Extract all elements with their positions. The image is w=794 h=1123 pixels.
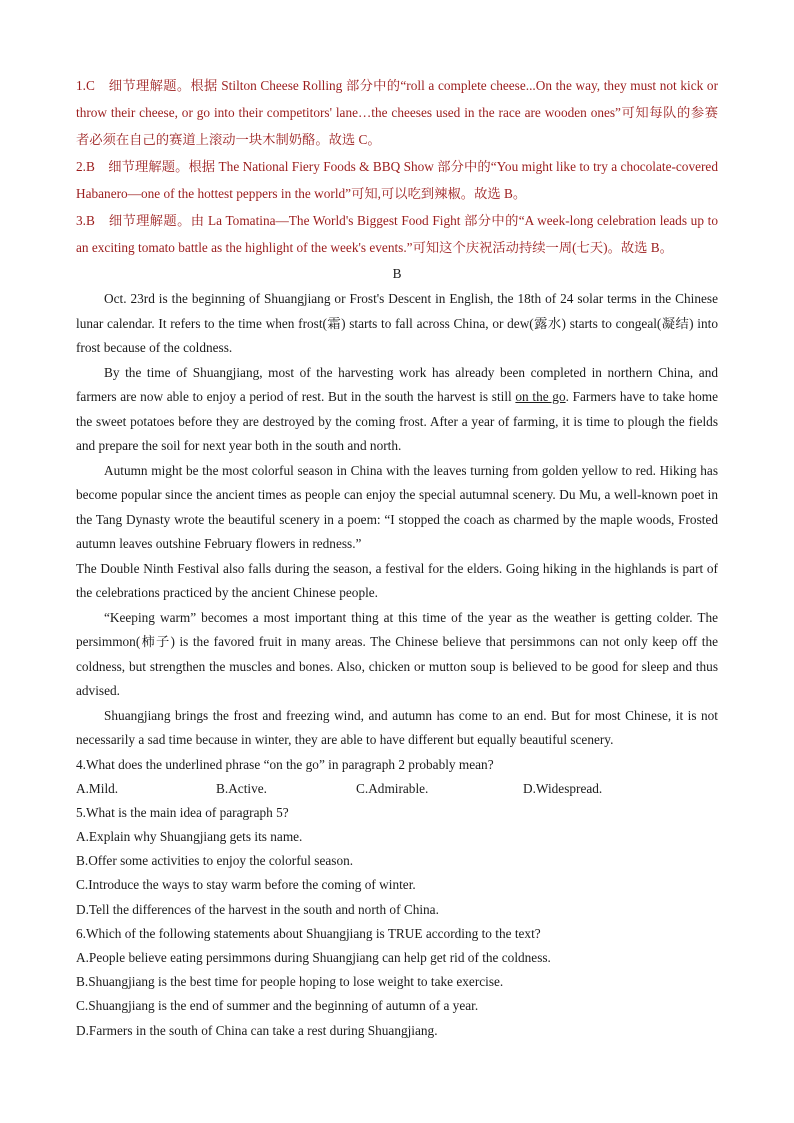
underlined-phrase: on the go [515,389,566,404]
option-a: A.Explain why Shuangjiang gets its name. [76,828,303,844]
question-4-options [76,777,718,801]
paragraph-2-text-end: . Farmers have to take home the sweet potatoes before they are destroyed by the coming frost. After a year of farming, it is time to plough the fields and prepare the soil for next year both in the south and north. [76,389,718,453]
option-c: C.Shuangjiang is the end of summer and the beginning of autumn of a year. [76,998,479,1014]
passage-paragraph-6: Shuangjiang brings the frost and freezing wind, and autumn has come to an end. But for most Chinese, it is not necessarily a sad time because in winter, they are able to have different but equally beautiful scenery. [76,707,718,747]
option-d: D.Farmers in the south of China can take a rest during Shuangjiang. [76,1022,438,1038]
passage-paragraph-2 [76,361,718,459]
option-c: C.Introduce the ways to stay warm before the coming of winter. [76,877,416,893]
answer-explanations [76,72,718,261]
option-d: D.Tell the differences of the harvest in the south and north of China. [76,901,439,917]
option-b: B.Active. [216,780,267,796]
option-a: A.People believe eating persimmons during Shuangjiang can help get rid of the coldness. [76,949,551,965]
passage-paragraph-4: The Double Ninth Festival also falls during the season, a festival for the elders. Going hiking in the highlands is part of the celebrations practiced by the ancient Chinese people. [76,560,718,600]
passage-paragraph-5: “Keeping warm” becomes a most important thing at this time of the year as the weather is getting colder. The persimmon(柿子) is the favored fruit in many areas. The Chinese believe that persimmons can not only keep off the coldness, but strengthen the muscles and bones. Also, chicken or mutton soup is believed to be good for sleep and thus advised. [76,609,718,698]
question-5 [76,801,718,922]
answer-3: 3.B 细节理解题。由 La Tomatina—The World's Biggest Food Fight 部分中的“A week-long celebration leads up to an exciting tomato battle as the highlight of the week's events.”可知这个庆祝活动持续一周(七天)。故选 B。 [76,213,718,255]
section-label: B [392,266,402,281]
question-6-stem: 6.Which of the following statements about Shuangjiang is TRUE according to the text? [76,925,541,941]
passage-paragraph-3: Autumn might be the most colorful season in China with the leaves turning from golden yellow to red. Hiking has become popular since the ancient times as people can enjoy the special autumnal scenery. Du Mu, a well-known poet in the Tang Dynasty wrote the beautiful scenery in a poem: “I stopped the coach as charmed by the maple woods, Frosted autumn leaves outshine February flowers in redness.” [76,462,718,551]
question-4 [76,753,718,801]
option-d: D.Widespread. [523,780,603,796]
option-a: A.Mild. [76,780,119,796]
question-6 [76,922,718,1043]
reading-passage [76,287,718,753]
option-b: B.Shuangjiang is the best time for people hoping to lose weight to take exercise. [76,974,504,990]
question-4-stem: 4.What does the underlined phrase “on the go” in paragraph 2 probably mean? [76,756,494,772]
paragraph-2-text-start: By the time of Shuangjiang, most of the harvesting work has already been completed in northern China, and farmers are now able to enjoy a period of rest. But in the south the harvest is still [76,364,718,404]
option-c: C.Admirable. [356,780,429,796]
answer-1: 1.C 细节理解题。根据 Stilton Cheese Rolling 部分中的“roll a complete cheese...On the way, they must not kick or throw their cheese, or go into their competitors' lane…the cheeses used in the race are wooden ones”可知每队的参赛者必须在自己的赛道上滚动一块木制奶酪。故选 C。 [76,78,718,147]
document-page [76,72,718,1043]
question-5-stem: 5.What is the main idea of paragraph 5? [76,804,289,820]
option-b: B.Offer some activities to enjoy the colorful season. [76,853,354,869]
passage-paragraph-1: Oct. 23rd is the beginning of Shuangjiang or Frost's Descent in English, the 18th of 24 solar terms in the Chinese lunar calendar. It refers to the time when frost(霜) starts to fall across China, or dew(露水) starts to congeal(凝结) into frost because of the coldness. [76,291,718,355]
answer-2: 2.B 细节理解题。根据 The National Fiery Foods & BBQ Show 部分中的“You might like to try a chocolate-covered Habanero—one of the hottest peppers in the world”可知,可以吃到辣椒。故选 B。 [76,159,718,201]
